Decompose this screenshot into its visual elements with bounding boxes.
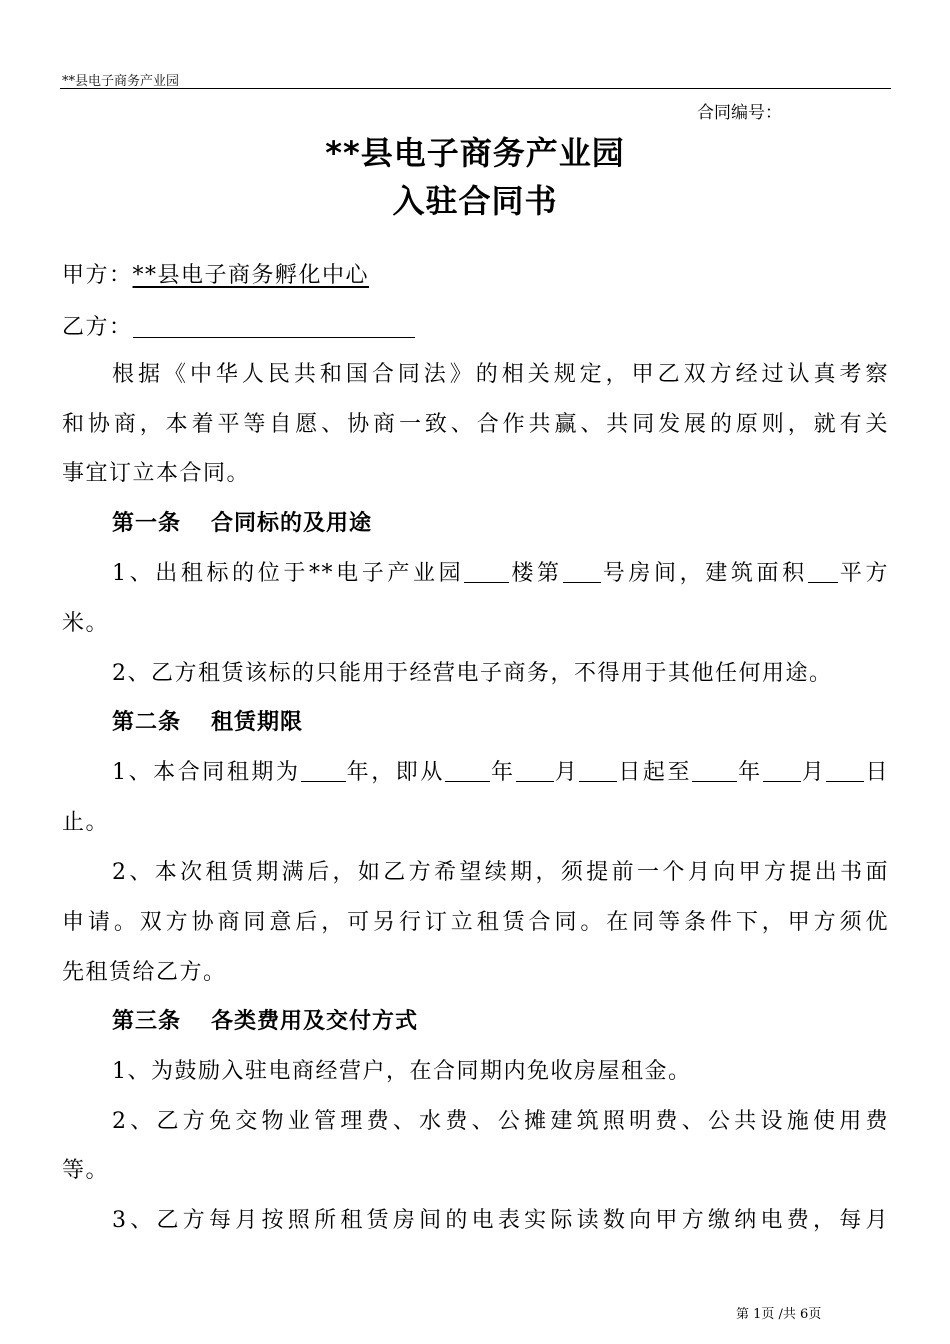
- party-a-name: **县电子商务孵化中心: [132, 263, 370, 288]
- fill-blank: [445, 761, 490, 782]
- article-1-title: 合同标的及用途: [211, 511, 373, 536]
- article-3-clause-2-line-2: 等。: [62, 1158, 110, 1183]
- party-b-line: [62, 310, 889, 341]
- article-1-clause-2: 2、乙方租赁该标的只能用于经营电子商务，不得用于其他任何用途。: [112, 661, 833, 686]
- article-2-clause-2-line-1: 2、本次租赁期满后，如乙方希望续期，须提前一个月向甲方提出书面: [112, 860, 889, 885]
- article-1-clause-1-cont: 米。: [62, 611, 110, 636]
- article-2-heading: [112, 705, 889, 736]
- fill-blank: [826, 761, 864, 782]
- fill-blank: [763, 761, 801, 782]
- article-2-clause-1: [112, 755, 889, 786]
- article-1-heading: [112, 506, 889, 537]
- article-2-title: 租赁期限: [211, 710, 304, 735]
- article-2-number: 第二条: [112, 710, 182, 735]
- article-1-number: 第一条: [112, 511, 182, 536]
- fill-blank: [579, 761, 617, 782]
- clause-text: 月: [553, 760, 580, 785]
- article-2-clause-1-cont: 止。: [62, 810, 110, 835]
- fill-blank: [808, 562, 838, 583]
- clause-text: 年: [737, 760, 763, 785]
- article-2-clause-2-line-3: 先租赁给乙方。: [62, 960, 227, 985]
- header-rule: [60, 88, 891, 89]
- clause-text: 平方: [837, 561, 889, 586]
- party-a-label: 甲方：: [62, 263, 133, 288]
- contract-number-label: 合同编号：: [697, 103, 782, 123]
- party-a-line: [62, 258, 889, 289]
- party-b-blank: [133, 317, 415, 338]
- article-3-clause-2-line-1: 2、乙方免交物业管理费、水费、公摊建筑照明费、公共设施使用费: [112, 1109, 889, 1134]
- party-b-label: 乙方：: [62, 315, 133, 340]
- article-1-clause-1: [112, 556, 889, 587]
- fill-blank: [464, 562, 509, 583]
- running-header: **县电子商务产业园: [62, 74, 180, 89]
- fill-blank: [563, 562, 601, 583]
- clause-text: 楼第: [509, 561, 563, 586]
- article-3-title: 各类费用及交付方式: [211, 1009, 419, 1034]
- clause-text: 日: [864, 760, 889, 785]
- clause-text: 号房间，建筑面积: [600, 561, 808, 586]
- clause-text: 月: [800, 760, 827, 785]
- article-3-clause-3-line-1: 3、乙方每月按照所租赁房间的电表实际读数向甲方缴纳电费，每月: [112, 1208, 889, 1233]
- fill-blank: [692, 761, 737, 782]
- preamble-line-2: 和协商，本着平等自愿、协商一致、合作共赢、共同发展的原则，就有关: [62, 412, 889, 437]
- preamble-line-3: 事宜订立本合同。: [62, 461, 251, 486]
- document-subtitle: 入驻合同书: [392, 182, 558, 220]
- article-3-number: 第三条: [112, 1009, 182, 1034]
- article-2-clause-2-line-2: 申请。双方协商同意后，可另行订立租赁合同。在同等条件下，甲方须优: [62, 910, 889, 935]
- clause-text: 年: [489, 760, 516, 785]
- article-3-heading: [112, 1004, 889, 1035]
- clause-text: 1、出租标的位于**电子产业园: [112, 561, 465, 586]
- fill-blank: [301, 761, 346, 782]
- page-number: 第 1页 /共 6页: [736, 1307, 822, 1322]
- article-3-clause-1: 1、为鼓励入驻电商经营户，在合同期内免收房屋租金。: [112, 1059, 692, 1084]
- document-title: **县电子商务产业园: [325, 134, 625, 172]
- clause-text: 日起至: [617, 760, 693, 785]
- clause-text: 年，即从: [345, 760, 445, 785]
- fill-blank: [516, 761, 554, 782]
- preamble-line-1: 根据《中华人民共和国合同法》的相关规定，甲乙双方经过认真考察: [112, 362, 889, 387]
- clause-text: 1、本合同租期为: [112, 760, 301, 785]
